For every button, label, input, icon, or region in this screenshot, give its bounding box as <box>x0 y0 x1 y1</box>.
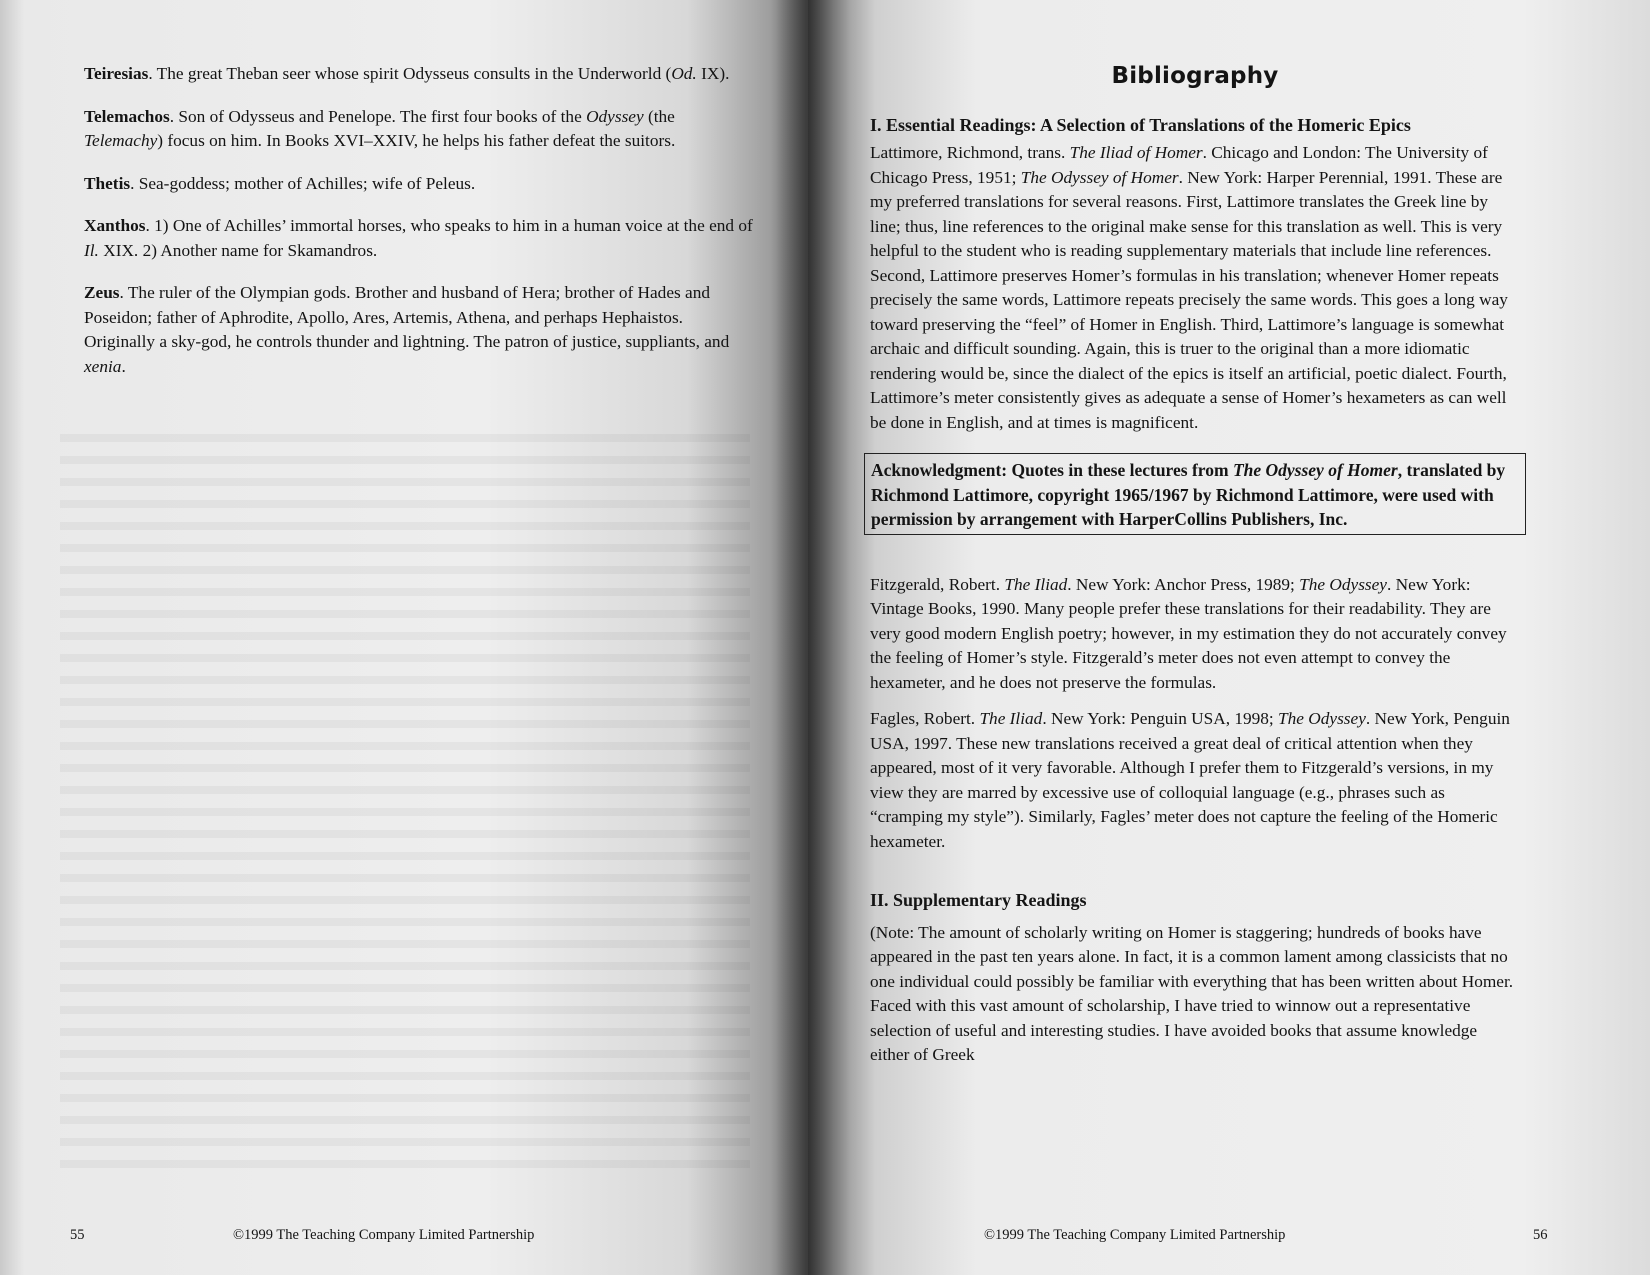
italic-title: The Odyssey of Homer <box>1232 460 1398 480</box>
italic-title: The Iliad <box>1004 574 1068 594</box>
glossary-entry: Telemachos. Son of Odysseus and Penelope. The first four books of the Odyssey (the Telemachy) focus on him. In Books XVI–XXIV, he helps his father defeat the suitors. <box>84 106 676 150</box>
acknowledgment-box: Acknowledgment: Quotes in these lectures from The Odyssey of Homer, translated by Richmond Lattimore, copyright 1965/1967 by Richmond Lattimore, were used with permission by arrangement with HarperCollins Publishers, Inc. <box>864 453 1526 535</box>
italic-title: The Iliad of Homer <box>1069 143 1203 162</box>
left-page-number: 55 <box>70 1227 85 1243</box>
glossary-term: Telemachos <box>84 106 170 126</box>
entry-lattimore: Lattimore, Richmond, trans. The Iliad of Homer. Chicago and London: The University of Chicago Press, 1951; The Odyssey of Homer. New York: Harper Perennial, 1991. These are my preferred translations for several reasons. First, Lattimore translates the Greek line by line; thus, line references to the original make sense for this translation as well. This is very helpful to the student who is reading supplementary materials that include line references. Second, Lattimore preserves Homer’s formulas in his translation; whenever Homer repeats precisely the same words, Lattimore repeats precisely the same words. This goes a long way toward preserving the “feel” of Homer in English. Third, Lattimore’s language is somewhat archaic and difficult sounding. Again, this is truer to the original than a more idiomatic rendering would be, since the dialect of the epics is itself an artificial, poetic dialect. Fourth, Lattimore’s meter consistently gives as adequate a sense of Homer’s hexameters as can well be done in English, and at times is magnificent. <box>870 143 1508 432</box>
italic-title: Telemachy <box>84 131 158 150</box>
page-title: Bibliography <box>1111 63 1279 89</box>
right-page-number: 56 <box>1533 1227 1548 1243</box>
italic-title: Odyssey <box>586 106 644 126</box>
glossary-term: Thetis <box>84 173 131 193</box>
entry-fitzgerald: Fitzgerald, Robert. The Iliad. New York: Anchor Press, 1989; The Odyssey. New York: Vintage Books, 1990. Many people prefer these translations for their readability. They are very good modern English poetry; however, in my estimation they do not accurately convey the feeling of Homer’s style. Fitzgerald’s meter does not even attempt to convey the hexameter, and he does not preserve the formulas. <box>870 574 1507 692</box>
italic-title: The Odyssey of Homer <box>1020 167 1179 187</box>
left-footer-copyright: ©1999 The Teaching Company Limited Partnership <box>233 1227 535 1243</box>
bibliography-content <box>870 64 1520 1080</box>
glossary-term: Teiresias <box>84 64 149 83</box>
glossary-entries <box>84 62 754 397</box>
italic-title: The Odyssey <box>1299 574 1387 594</box>
italic-title: The Odyssey <box>1278 709 1366 728</box>
italic-title: The Iliad <box>979 709 1043 728</box>
italic-title: Il. <box>84 240 99 260</box>
italic-title: xenia <box>84 356 122 376</box>
section-heading-essential: I. Essential Readings: A Selection of Translations of the Homeric Epics <box>870 114 1411 135</box>
entry-fagles: Fagles, Robert. The Iliad. New York: Penguin USA, 1998; The Odyssey. New York, Penguin USA, 1997. These new translations received a great deal of critical attention when they appeared, most of it very favorable. Although I prefer them to Fitzgerald’s versions, in my view they are marred by excessive use of colloquial language (e.g., phrases such as “cramping my style”). Similarly, Fagles’ meter does not capture the feeling of the Homeric hexameter. <box>870 709 1510 851</box>
section-heading-supplementary: II. Supplementary Readings <box>870 890 1087 910</box>
glossary-entry: Thetis. Sea-goddess; mother of Achilles; wife of Peleus. <box>84 173 476 193</box>
bleed-through-texture <box>60 420 750 1180</box>
glossary-entry: Xanthos. 1) One of Achilles’ immortal horses, who speaks to him in a human voice at the end of Il. XIX. 2) Another name for Skamandros. <box>84 216 753 260</box>
right-page <box>808 0 1650 1275</box>
left-page <box>0 0 808 1275</box>
italic-title: Od. <box>671 64 697 83</box>
glossary-entry: Zeus. The ruler of the Olympian gods. Brother and husband of Hera; brother of Hades and Poseidon; father of Aphrodite, Apollo, Ares, Artemis, Athena, and perhaps Hephaistos. Originally a sky-god, he controls thunder and lightning. The patron of justice, suppliants, and xenia. <box>84 283 730 376</box>
right-footer-copyright: ©1999 The Teaching Company Limited Partnership <box>984 1227 1286 1243</box>
glossary-term: Zeus <box>84 283 120 302</box>
glossary-term: Xanthos <box>84 216 146 235</box>
glossary-entry: Teiresias. The great Theban seer whose spirit Odysseus consults in the Underworld (Od. IX). <box>84 64 730 83</box>
supplementary-note: (Note: The amount of scholarly writing on Homer is staggering; hundreds of books have appeared in the past ten years alone. In fact, it is a common lament among classicists that no one individual could possibly be familiar with everything that has been written about Homer. Faced with this vast amount of scholarship, I have tried to winnow out a representative selection of useful and interesting studies. I have avoided books that assume knowledge either of Greek <box>870 922 1514 1064</box>
